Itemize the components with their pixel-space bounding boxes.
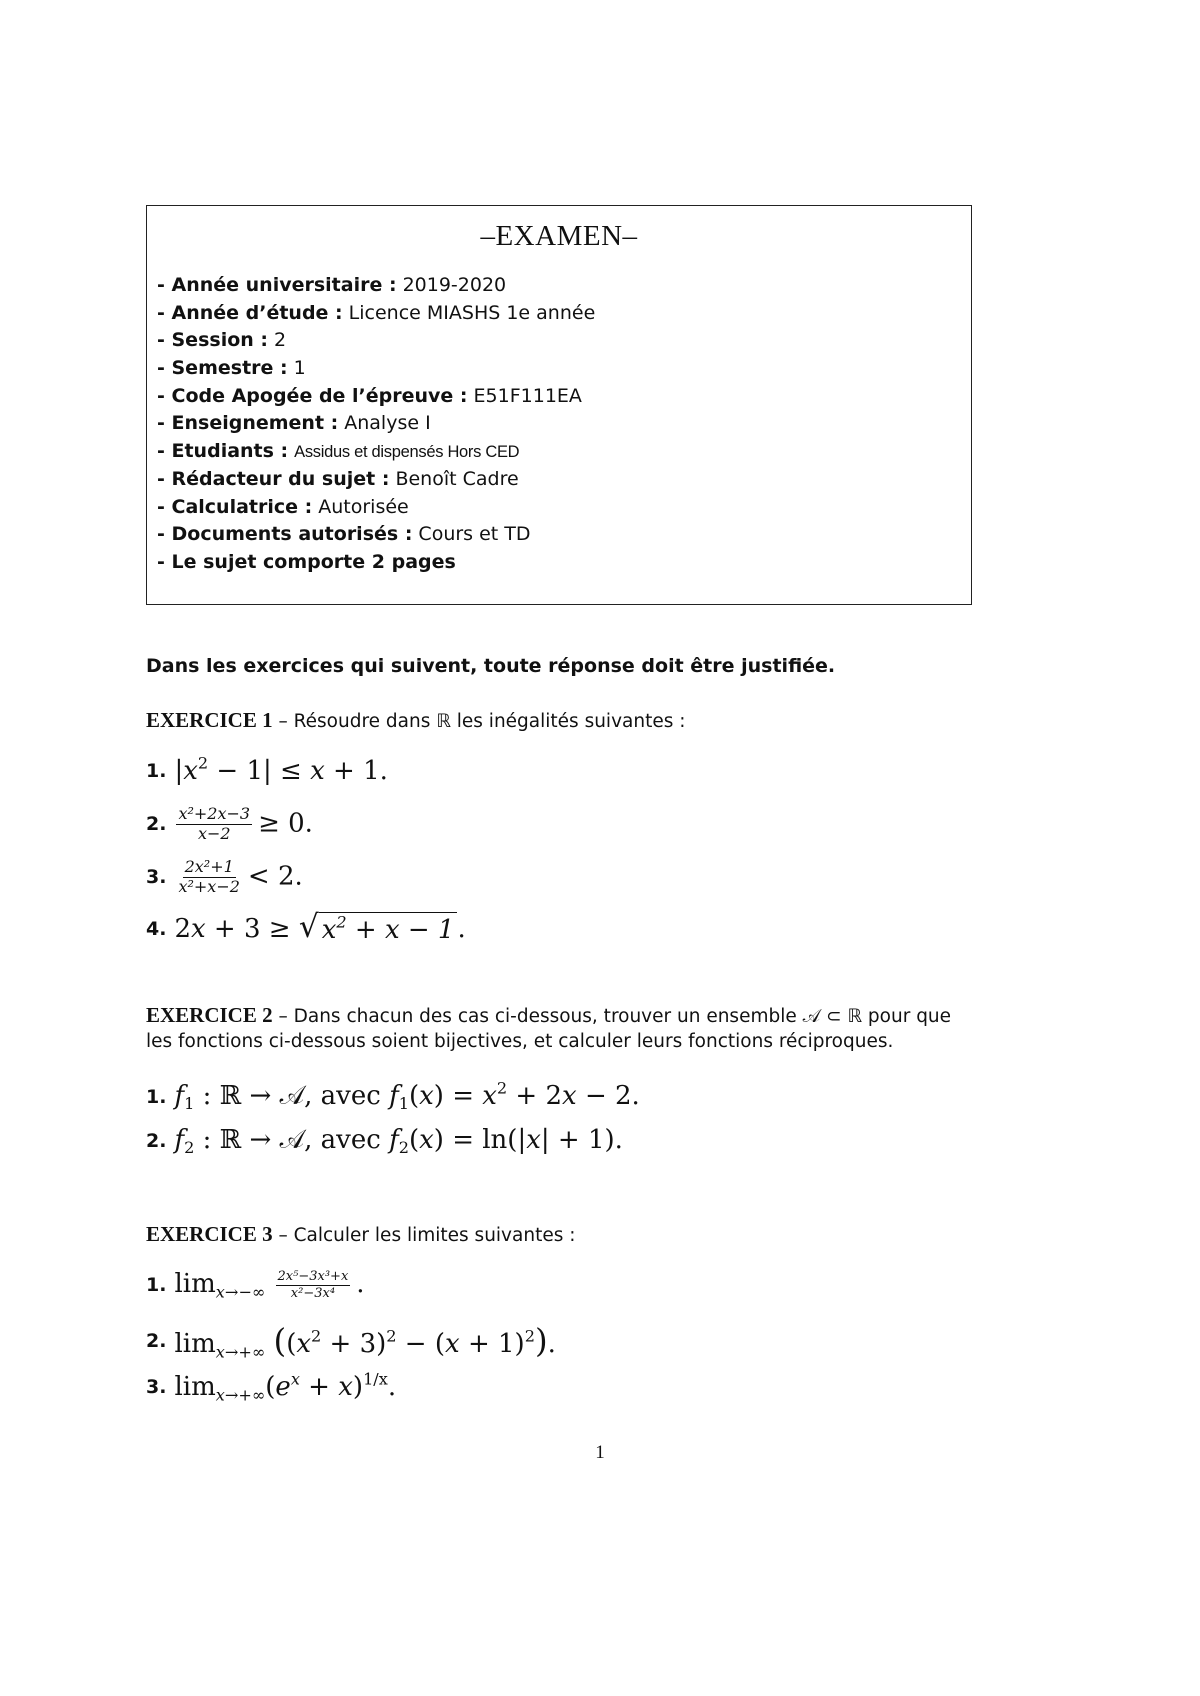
exercise-1-item-3: 3. $\frac{\text{2x²+1}}{\text{x²+x−2}}$ < 2. [146,857,303,896]
info-documents: - Documents autorisés : Cours et TD [157,523,531,546]
exam-title: –EXAMEN– [480,220,638,252]
limit-1: $\lim_{x\to-\infty}$ $\frac{\text{2x⁵−3x³+x}}{\text{x²−3x⁴}}$ . [174,1268,365,1302]
exercise-1-item-1: 1. $|x^2 - 1| \le x + 1$. [146,753,388,786]
info-page-count: - Le sujet comporte 2 pages [157,550,456,573]
function-2: $f_2$ : ℝ → 𝒜, avec $f_2(x) = \ln(|x| + 1)$. [174,1125,623,1157]
page-number: 1 [595,1442,605,1463]
exercise-2-heading: EXERCICE 2 – Dans chacun des cas ci-dessous, trouver un ensemble 𝒜 ⊂ ℝ pour que [146,1003,952,1027]
info-author: - Rédacteur du sujet : Benoît Cadre [157,467,519,490]
info-course: - Enseignement : Analyse I [157,412,431,435]
exercise-3-heading: EXERCICE 3 – Calculer les limites suivantes : [146,1222,576,1246]
inequality-3: $\frac{\text{2x²+1}}{\text{x²+x−2}}$ < 2. [178,857,303,896]
exam-info-list [157,272,595,577]
exercise-3-item-2: 2. $\lim_{x\to+\infty} ((x^2 + 3)^2 - (x + 1)^2)$. [146,1322,556,1362]
limit-3: $\lim_{x\to+\infty}(e^x + x)^{1/x}$. [174,1369,397,1405]
exercise-2-item-1: 1. $f_1$ : ℝ → 𝒜, avec $f_1(x) = x^2 + 2x - 2$. [146,1078,640,1113]
inequality-2: $\frac{\text{x²+2x−3}}{x-2}$ ≥ 0. [178,804,313,843]
info-academic-year: - Année universitaire : 2019-2020 [157,274,507,296]
exercise-1-item-4: 4. 2x + 3 ≥ √ $x^2 + x - 1$ . [146,909,466,945]
exercise-2-heading-line2: les fonctions ci-dessous soient bijectives, et calculer leurs fonctions réciproques. [146,1031,894,1052]
inequality-1: $|x^2 - 1| \le x + 1$. [174,753,388,786]
exam-header-box [146,205,972,605]
function-1: $f_1$ : ℝ → 𝒜, avec $f_1(x) = x^2 + 2x - 2$. [174,1078,640,1113]
info-semester: - Semestre : 1 [157,357,306,380]
instructions-text: Dans les exercices qui suivent, toute réponse doit être justifiée. [146,655,836,677]
inequality-4: 2x + 3 ≥ √ $x^2 + x - 1$ . [174,909,466,945]
info-study-year: - Année d’étude : Licence MIASHS 1e année [157,301,596,324]
exercise-2-item-2: 2. $f_2$ : ℝ → 𝒜, avec $f_2(x) = \ln(|x| + 1)$. [146,1125,623,1157]
exercise-3-item-3: 3. $\lim_{x\to+\infty}(e^x + x)^{1/x}$. [146,1369,397,1405]
info-session: - Session : 2 [157,329,287,352]
exercise-1-heading: EXERCICE 1 – Résoudre dans ℝ les inégalités suivantes : [146,708,686,732]
exercise-3-item-1: 1. $\lim_{x\to-\infty}$ $\frac{\text{2x⁵−3x³+x}}{\text{x²−3x⁴}}$ . [146,1268,365,1302]
exercise-1-item-2: 2. $\frac{\text{x²+2x−3}}{x-2}$ ≥ 0. [146,804,313,843]
info-exam-code: - Code Apogée de l’épreuve : E51F111EA [157,384,582,407]
limit-2: $\lim_{x\to+\infty} ((x^2 + 3)^2 - (x + 1)^2)$. [174,1322,556,1362]
info-calculator: - Calculatrice : Autorisée [157,495,409,518]
info-students: - Etudiants : Assidus et dispensés Hors CED [157,440,520,463]
